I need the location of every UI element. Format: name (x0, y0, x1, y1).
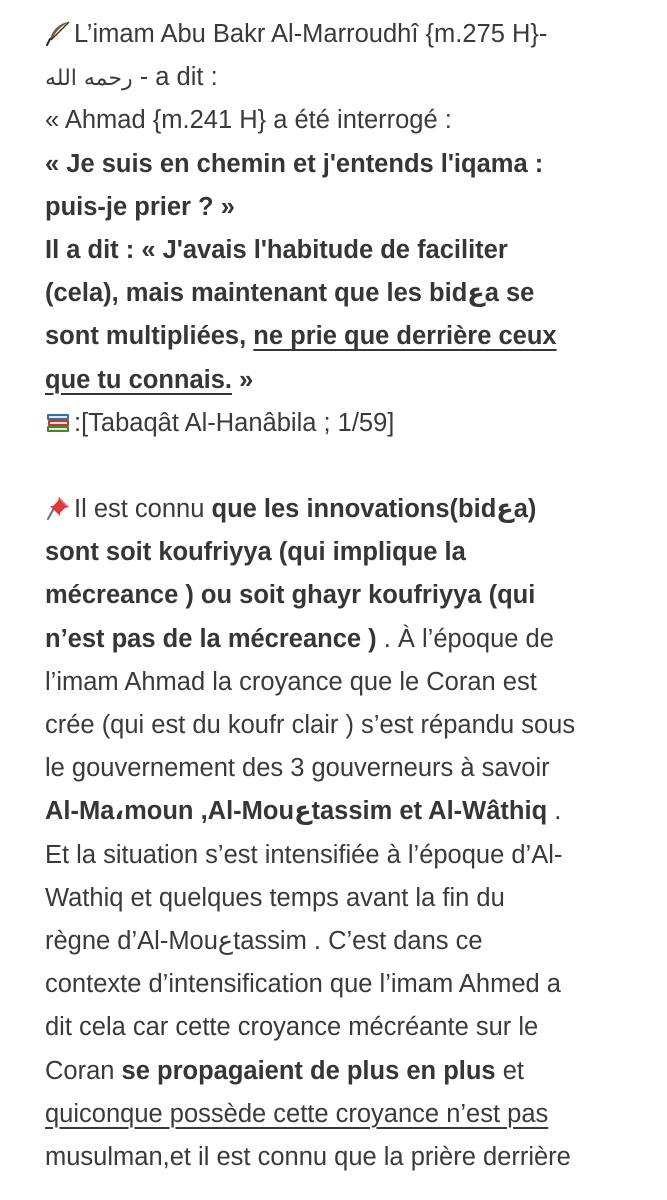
line-12-bold: que les innovations(bidعa) (211, 495, 537, 524)
line-19-text: . (547, 797, 562, 826)
text-line-22 (45, 920, 627, 963)
feather-quill-icon (45, 20, 71, 46)
line-8-underlined: ne prie que derrière ceux (253, 322, 557, 351)
line-1-text: L’imam Abu Bakr Al-Marroudhî {m.275 H}- (74, 20, 548, 48)
line-10-text: :[Tabaqât Al-Hanâbila ; 1/59] (74, 408, 395, 437)
line-15-bold: n’est pas de la mécreance ) (45, 624, 377, 653)
text-line-25 (45, 1050, 627, 1093)
line-14-bold: mécreance ) ou soit ghayr koufriyya (qui (45, 581, 536, 610)
line-2-text: - a dit : (132, 63, 218, 92)
text-line-19 (45, 790, 627, 833)
text-line-5 (45, 186, 627, 229)
line-17-text: crée (qui est du koufr clair ) s’est répandu sous (45, 711, 576, 739)
line-25-bold: se propagaient de plus en plus (121, 1056, 496, 1085)
line-23-text: contexte d’intensification que l’imam Ahmed a (45, 970, 561, 999)
line-4-bold: « Je suis en chemin et j'entends l'iqama : (45, 149, 544, 178)
line-12-text: Il est connu (74, 495, 212, 524)
line-25-text: Coran (45, 1056, 122, 1085)
arabic-invocation: رحمه الله (45, 66, 133, 92)
text-line-24 (45, 1006, 627, 1049)
text-line-7 (45, 272, 627, 315)
text-line-9 (45, 359, 627, 402)
line-9-underlined: que tu connais. (45, 365, 233, 394)
text-line-14 (45, 574, 627, 617)
text-line-3 (45, 99, 627, 142)
line-5-bold: puis-je prier ? » (45, 192, 235, 221)
line-7-bold: (cela), mais maintenant que les bidعa se (45, 279, 535, 308)
pushpin-icon (45, 495, 71, 521)
text-line-4 (45, 143, 627, 186)
text-line-26 (45, 1093, 627, 1136)
text-line-16 (45, 661, 627, 704)
text-line-8 (45, 315, 627, 358)
line-21-text: Wathiq et quelques temps avant la fin du (45, 883, 505, 912)
line-26-underlined: quiconque possède cette croyance n’est pas (45, 1099, 549, 1128)
paragraph-gap (45, 445, 627, 488)
text-line-17 (45, 704, 627, 747)
line-9-bold: » (232, 365, 254, 394)
text-line-23 (45, 963, 627, 1006)
text-line-18 (45, 747, 627, 790)
text-line-6 (45, 229, 627, 272)
line-22-text: règne d’Al-Mouعtassim . C’est dans ce (45, 926, 483, 955)
line-25-tail: et (495, 1056, 524, 1085)
text-line-15 (45, 618, 627, 661)
line-6-bold: Il a dit : « J'avais l'habitude de faciliter (45, 235, 508, 264)
line-27-text: musulman,et il est connu que la prière derrière (45, 1142, 571, 1171)
text-line-1 (45, 13, 627, 56)
books-icon (45, 409, 71, 435)
line-3-text: « Ahmad {m.241 H} a été interrogé : (45, 106, 452, 135)
text-line-27 (45, 1136, 627, 1179)
text-line-21 (45, 877, 627, 920)
line-13-bold: sont soit koufriyya (qui implique la (45, 538, 466, 567)
text-line-12 (45, 488, 627, 531)
line-16-text: l’imam Ahmad la croyance que le Coran est (45, 667, 537, 696)
line-24-text: dit cela car cette croyance mécréante sur le (45, 1013, 539, 1042)
line-18-text: le gouvernement des 3 gouverneurs à savoir (45, 754, 550, 783)
line-20-text: Et la situation s’est intensifiée à l’époque d’Al- (45, 840, 563, 869)
text-line-10 (45, 402, 627, 445)
text-line-20 (45, 834, 627, 877)
text-line-13 (45, 531, 627, 574)
line-8-bold: sont multipliées, (45, 322, 254, 351)
line-19-bold: Al-Ma،moun ,Al-Mouعtassim et Al-Wâthiq (45, 797, 548, 826)
text-line-2 (45, 56, 627, 99)
line-15-text: . À l’époque de (376, 624, 554, 653)
